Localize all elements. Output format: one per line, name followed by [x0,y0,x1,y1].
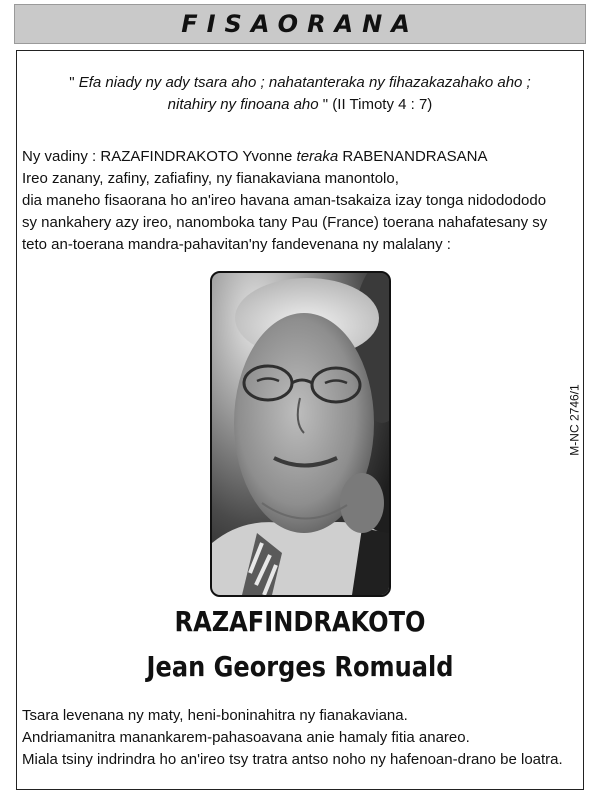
intro-line-1: Ireo zanany, zafiny, zafiafiny, ny fianakaviana manontolo, [22,170,399,187]
verse-line-2-text: nitahiry ny finoana aho [167,96,319,113]
intro-line-3: sy nankahery azy ireo, nanomboka tany Pau (France) toerana nahafatesany sy [22,214,548,231]
spouse-prefix: Ny vadiny : RAZAFINDRAKOTO Yvonne [22,148,293,165]
reference-code [568,380,582,460]
hand [340,473,384,533]
spouse-connector: teraka [296,148,339,165]
verse-quote-close: " [322,96,329,113]
portrait-illustration [212,273,389,595]
closing-line-3: Miala tsiny indrindra ho an'ireo tsy tratra antso noho ny hafenoan-drano be loatra. [22,751,563,768]
deceased-surname: RAZAFINDRAKOTO [174,605,426,638]
spouse-line [22,146,578,168]
deceased-given-names: Jean Georges Romuald [146,650,454,683]
closing-text [22,705,578,771]
verse-line-2 [30,94,570,116]
verse-line-1-text: Efa niady ny ady tsara aho ; nahatanteraka ny fihazakazahako aho ; [78,74,531,91]
portrait-photo [210,271,391,597]
intro-line-4: teto an-toerana mandra-pahavitan'ny fandevenana ny malalany : [22,236,451,253]
spouse-maiden-name: RABENANDRASANA [342,148,488,165]
verse-reference: (II Timoty 4 : 7) [332,96,433,113]
page-title: FISAORANA [181,10,419,38]
intro-line-2: dia maneho fisaorana ho an'ireo havana aman-tsakaiza izay tonga nidodododo [22,192,547,209]
reference-code-text: M-NC 2746/1 [568,384,582,456]
bible-verse [30,72,570,116]
closing-line-1: Tsara levenana ny maty, heni-boninahitra ny fianakaviana. [22,707,408,724]
verse-quote-open: " [69,74,75,91]
header-bar [14,4,586,44]
intro-text [22,146,578,256]
closing-line-2: Andriamanitra manankarem-pahasoavana anie hamaly fitia anareo. [22,729,470,746]
verse-line-1 [30,72,570,94]
